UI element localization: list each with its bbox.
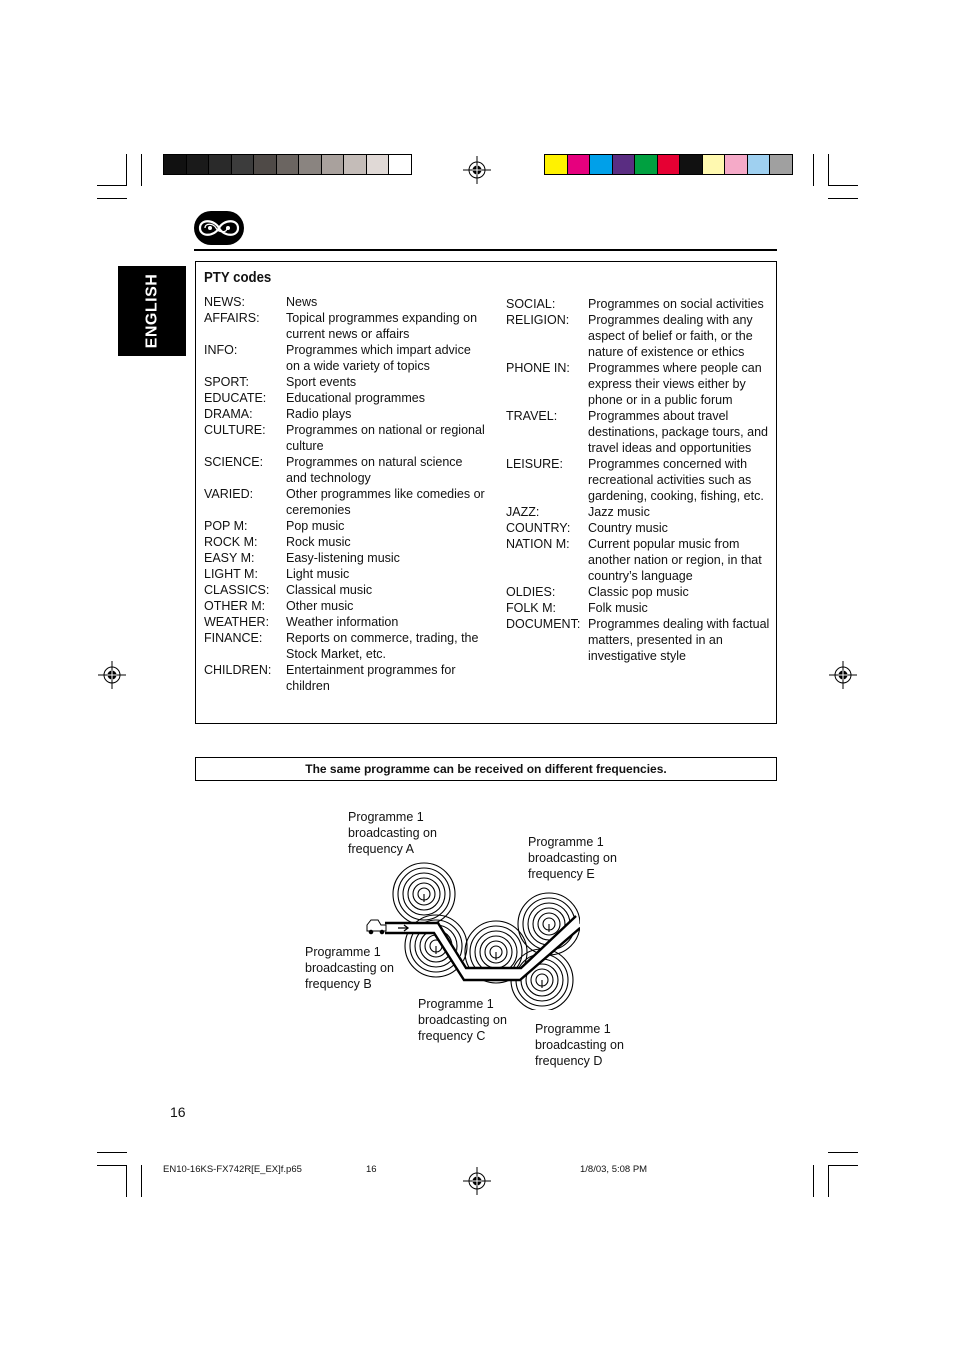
pty-code-row: [204, 550, 486, 566]
pty-code: EASY M:: [204, 551, 255, 565]
pty-code: FOLK M:: [506, 601, 557, 615]
pty-code: WEATHER:: [204, 615, 270, 629]
pty-code: PHONE IN:: [506, 361, 570, 375]
pty-description: Programmes dealing with factual matters, presented in an investigative style: [588, 617, 770, 663]
registration-mark-icon: [98, 661, 126, 689]
pty-code-row: [204, 422, 486, 454]
crop-mark: [126, 1165, 127, 1197]
pty-code-row: [506, 408, 770, 456]
calibration-swatch: [702, 154, 726, 175]
header-rule: [194, 249, 777, 251]
pty-code-row: [506, 504, 770, 520]
pty-code: CLASSICS:: [204, 583, 270, 597]
pty-code-row: [204, 598, 486, 614]
calibration-swatch: [724, 154, 748, 175]
calibration-swatch: [679, 154, 703, 175]
pty-code-row: [204, 294, 486, 310]
pty-code: DRAMA:: [204, 407, 253, 421]
pty-code-row: [506, 456, 770, 504]
crop-mark: [828, 1165, 829, 1197]
crop-mark: [141, 1165, 142, 1197]
pty-code-row: [204, 582, 486, 598]
pty-description: Weather information: [286, 615, 399, 629]
calibration-swatch: [589, 154, 613, 175]
pty-code-row: [204, 342, 486, 374]
frequency-d-label: Programme 1 broadcasting on frequency D: [535, 1022, 624, 1068]
crop-mark: [813, 154, 814, 186]
calibration-swatch: [567, 154, 591, 175]
pty-code: VARIED:: [204, 487, 254, 501]
pty-code: NATION M:: [506, 537, 570, 551]
pty-code: SCIENCE:: [204, 455, 264, 469]
pty-code: FINANCE:: [204, 631, 263, 645]
pty-code-row: [506, 312, 770, 360]
pty-code-row: [506, 536, 770, 584]
pty-code-row: [204, 374, 486, 390]
pty-code: JAZZ:: [506, 505, 540, 519]
pty-code: CULTURE:: [204, 423, 266, 437]
pty-code-row: [204, 518, 486, 534]
language-tab-label: ENGLISH: [143, 273, 160, 349]
crop-mark: [828, 154, 829, 186]
pty-code-row: [506, 616, 770, 664]
pty-description: Reports on commerce, trading, the Stock Market, etc.: [286, 631, 479, 661]
calibration-swatch: [769, 154, 793, 175]
pty-description: Educational programmes: [286, 391, 425, 405]
pty-description: Light music: [286, 567, 350, 581]
pty-code: TRAVEL:: [506, 409, 558, 423]
calibration-swatch: [231, 154, 255, 175]
pty-description: Other programmes like comedies or ceremonies: [286, 487, 485, 517]
pty-description: Pop music: [286, 519, 345, 533]
frequency-a-label: Programme 1 broadcasting on frequency A: [348, 810, 437, 856]
pty-code-row: [204, 390, 486, 406]
crop-mark: [828, 1152, 858, 1153]
frequency-b-label: Programme 1 broadcasting on frequency B: [305, 945, 394, 991]
pty-description: Programmes about travel destinations, package tours, and travel ideas and opportunities: [588, 409, 768, 455]
pty-code: SPORT:: [204, 375, 249, 389]
pty-code: LIGHT M:: [204, 567, 258, 581]
frequency-e-label: Programme 1 broadcasting on frequency E: [528, 835, 617, 881]
calibration-swatch: [343, 154, 367, 175]
pty-description: Programmes which impart advice on a wide variety of topics: [286, 343, 471, 373]
registration-mark-icon: [463, 1167, 491, 1195]
pty-code: COUNTRY:: [506, 521, 571, 535]
pty-description: Topical programmes expanding on current news or affairs: [286, 311, 478, 341]
frequency-c-label: Programme 1 broadcasting on frequency C: [418, 997, 507, 1043]
pty-codes-right-column: [506, 296, 770, 664]
calibration-swatch: [163, 154, 187, 175]
pty-description: Rock music: [286, 535, 351, 549]
calibration-swatch: [276, 154, 300, 175]
pty-code: NEWS:: [204, 295, 245, 309]
pty-code: RELIGION:: [506, 313, 570, 327]
registration-mark-icon: [463, 156, 491, 184]
frequency-note: The same programme can be received on different frequencies.: [195, 757, 777, 781]
pty-code: LEISURE:: [506, 457, 563, 471]
pty-description: Sport events: [286, 375, 357, 389]
language-tab: [118, 266, 186, 356]
pty-code: DOCUMENT:: [506, 617, 581, 631]
pty-code-row: [506, 360, 770, 408]
rds-logo-icon: [194, 211, 244, 245]
pty-codes-title: PTY codes: [204, 269, 272, 286]
calibration-swatch: [634, 154, 658, 175]
calibration-swatch: [388, 154, 412, 175]
calibration-swatch: [321, 154, 345, 175]
pty-code: SOCIAL:: [506, 297, 556, 311]
calibration-swatch: [747, 154, 771, 175]
pty-code-row: [204, 662, 486, 694]
calibration-swatch: [208, 154, 232, 175]
pty-code: OTHER M:: [204, 599, 266, 613]
calibration-swatch: [612, 154, 636, 175]
registration-mark-icon: [829, 661, 857, 689]
crop-mark: [97, 1152, 127, 1153]
pty-code-row: [506, 600, 770, 616]
crop-mark: [828, 1165, 858, 1166]
pty-description: Programmes where people can express their views either by phone or in a public forum: [588, 361, 762, 407]
pty-description: Other music: [286, 599, 354, 613]
crop-mark: [97, 1165, 127, 1166]
pty-code-row: [204, 566, 486, 582]
crop-mark: [97, 198, 127, 199]
pty-description: Programmes concerned with recreational activities such as gardening, cooking, fishing, etc.: [588, 457, 764, 503]
pty-code-row: [506, 520, 770, 536]
crop-mark: [126, 154, 127, 186]
transmitter-a-icon: [393, 863, 455, 925]
footer-timestamp: 1/8/03, 5:08 PM: [580, 1164, 648, 1175]
pty-code-row: [204, 486, 486, 518]
pty-code: OLDIES:: [506, 585, 556, 599]
calibration-swatch: [253, 154, 277, 175]
pty-description: Entertainment programmes for children: [286, 663, 456, 693]
pty-description: News: [286, 295, 318, 309]
pty-description: Country music: [588, 521, 668, 535]
calibration-swatch: [366, 154, 390, 175]
calibration-swatch: [657, 154, 681, 175]
footer-filename: EN10-16KS-FX742R[E_EX]f.p65: [163, 1164, 302, 1175]
pty-code-row: [204, 614, 486, 630]
pty-description: Classic pop music: [588, 585, 689, 599]
pty-description: Programmes on social activities: [588, 297, 764, 311]
pty-code: AFFAIRS:: [204, 311, 260, 325]
pty-code-row: [204, 406, 486, 422]
calibration-swatch: [298, 154, 322, 175]
calibration-swatch: [544, 154, 568, 175]
pty-code-row: [204, 534, 486, 550]
pty-description: Programmes dealing with any aspect of belief or faith, or the nature of existence or ethics: [588, 313, 753, 359]
pty-code-row: [204, 310, 486, 342]
pty-code: ROCK M:: [204, 535, 258, 549]
pty-code: INFO:: [204, 343, 238, 357]
pty-code-row: [204, 454, 486, 486]
pty-description: Current popular music from another nation or region, in that country’s language: [588, 537, 762, 583]
page-number: 16: [170, 1104, 186, 1120]
footer-page: 16: [366, 1164, 377, 1175]
crop-mark: [97, 185, 127, 186]
crop-mark: [813, 1165, 814, 1197]
pty-description: Programmes on natural science and technology: [286, 455, 463, 485]
pty-code-row: [204, 630, 486, 662]
pty-code-row: [506, 296, 770, 312]
pty-description: Easy-listening music: [286, 551, 400, 565]
pty-description: Radio plays: [286, 407, 352, 421]
pty-codes-left-column: [204, 294, 486, 694]
pty-code: CHILDREN:: [204, 663, 272, 677]
calibration-swatch: [186, 154, 210, 175]
pty-code: EDUCATE:: [204, 391, 267, 405]
crop-mark: [828, 185, 858, 186]
pty-code-row: [506, 584, 770, 600]
pty-description: Classical music: [286, 583, 373, 597]
pty-description: Jazz music: [588, 505, 650, 519]
pty-code: POP M:: [204, 519, 248, 533]
pty-description: Programmes on national or regional culture: [286, 423, 485, 453]
crop-mark: [141, 154, 142, 186]
pty-description: Folk music: [588, 601, 648, 615]
crop-mark: [828, 198, 858, 199]
